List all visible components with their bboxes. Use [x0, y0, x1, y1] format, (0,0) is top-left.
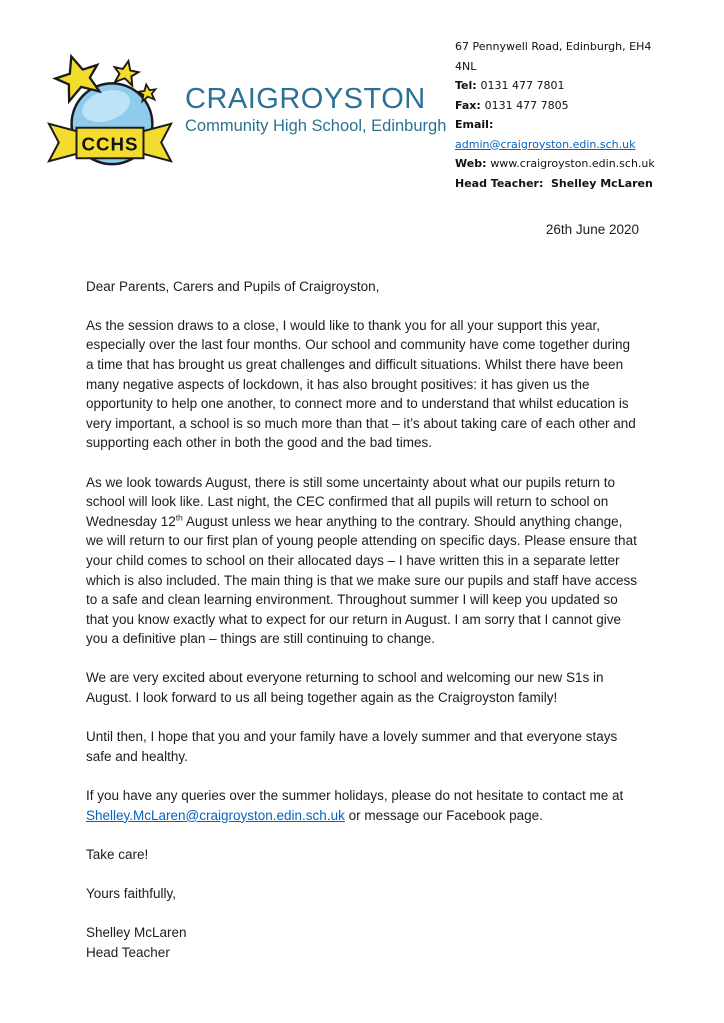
- contact-line: [455, 37, 707, 57]
- text-segment: Until then, I hope that you and your family have a lovely summer and that everyone stays safe and healthy.: [86, 729, 618, 764]
- text-segment: As the session draws to a close, I would like to thank you for all your support this year, especially over the last four months. Our school and community have come together during a time that has brought us great challenges and difficult situations. Whilst there have been many negative aspects of lockdown, it has also brought positives: it has given us the opportunity to help one another, to connect more and to understand that whilst education is very important, a school is so much more than that – it’s about taking care of each other and supporting each other in both the good and the bad times.: [86, 317, 636, 451]
- school-name: CRAIGROYSTON: [185, 83, 426, 115]
- paragraph: [86, 316, 639, 453]
- text-segment: As we look towards August, there is still some uncertainty about what our pupils return to school will look like. Last night, the CEC confirmed that all pupils will return to school on Wednesday 12: [86, 474, 616, 529]
- paragraph: [86, 845, 639, 865]
- text-segment: If you have any queries over the summer holidays, please do not hesitate to contact me at: [86, 788, 624, 804]
- logo-badge-text: CCHS: [81, 133, 139, 155]
- star-icon-medium: [112, 59, 141, 87]
- contact-line: [455, 174, 707, 194]
- contact-line: [455, 115, 707, 135]
- paragraph: [86, 668, 639, 707]
- contact-line: [455, 57, 707, 77]
- contact-line: [455, 154, 707, 174]
- text-segment: 0131 477 7801: [480, 79, 565, 92]
- text-segment: www.craigroyston.edin.sch.uk: [490, 157, 655, 170]
- text-segment: We are very excited about everyone returning to school and welcoming our new S1s in August. I look forward to us all being together again as the Craigroyston family!: [86, 670, 604, 706]
- salutation: Dear Parents, Carers and Pupils of Craigroyston,: [86, 278, 380, 294]
- text-segment: or message our Facebook page.: [344, 807, 543, 823]
- school-subtitle: Community High School, Edinburgh: [185, 117, 447, 136]
- letter-content: [86, 220, 639, 962]
- contact-line: [455, 96, 707, 116]
- paragraph: [86, 473, 639, 649]
- contact-line: [455, 76, 707, 96]
- text-segment: Yours faithfully,: [86, 886, 177, 901]
- school-logo: [45, 48, 175, 172]
- text-segment: 4NL: [455, 59, 477, 73]
- text-segment: Email:: [455, 118, 494, 131]
- signature-block: [86, 923, 639, 962]
- letter-date: 26th June 2020: [545, 222, 639, 237]
- text-segment: 0131 477 7805: [484, 98, 569, 112]
- text-segment: Web:: [455, 157, 491, 170]
- admin-email-link[interactable]: admin@craigroyston.edin.sch.uk: [455, 137, 636, 151]
- text-segment: Fax:: [455, 98, 485, 112]
- headteacher-email-link[interactable]: Shelley.McLaren@craigroyston.edin.sch.uk: [86, 807, 345, 823]
- superscript: th: [175, 512, 183, 523]
- letter-body: [86, 316, 639, 904]
- text-segment: Take care!: [86, 846, 149, 862]
- signature-name: Shelley McLaren: [86, 925, 187, 941]
- signature-role: Head Teacher: [86, 944, 170, 960]
- school-name-block: [185, 84, 446, 137]
- paragraph: [86, 884, 639, 904]
- text-segment: Head Teacher: Shelley McLaren: [455, 176, 653, 190]
- paragraph: [86, 727, 639, 766]
- text-segment: Tel:: [455, 79, 481, 92]
- text-segment: August unless we hear anything to the contrary. Should anything change, we will return to our first plan of young people attending on specific days. Please ensure that your child comes to school on their allocated days – I have written this in a separate letter which is also included. The main thing is that we make sure our pupils and staff have access to a safe and clean learning environment. Throughout summer I will keep you updated so that you know exactly what to expect for our return in August. I am sorry that I cannot give you a definitive plan – things are still continuing to change.: [86, 513, 638, 647]
- header-branding: [45, 48, 446, 172]
- paragraph: [86, 786, 639, 825]
- text-segment: 67 Pennywell Road, Edinburgh, EH4: [455, 40, 652, 53]
- contact-block: [455, 37, 707, 193]
- contact-line: [455, 135, 707, 155]
